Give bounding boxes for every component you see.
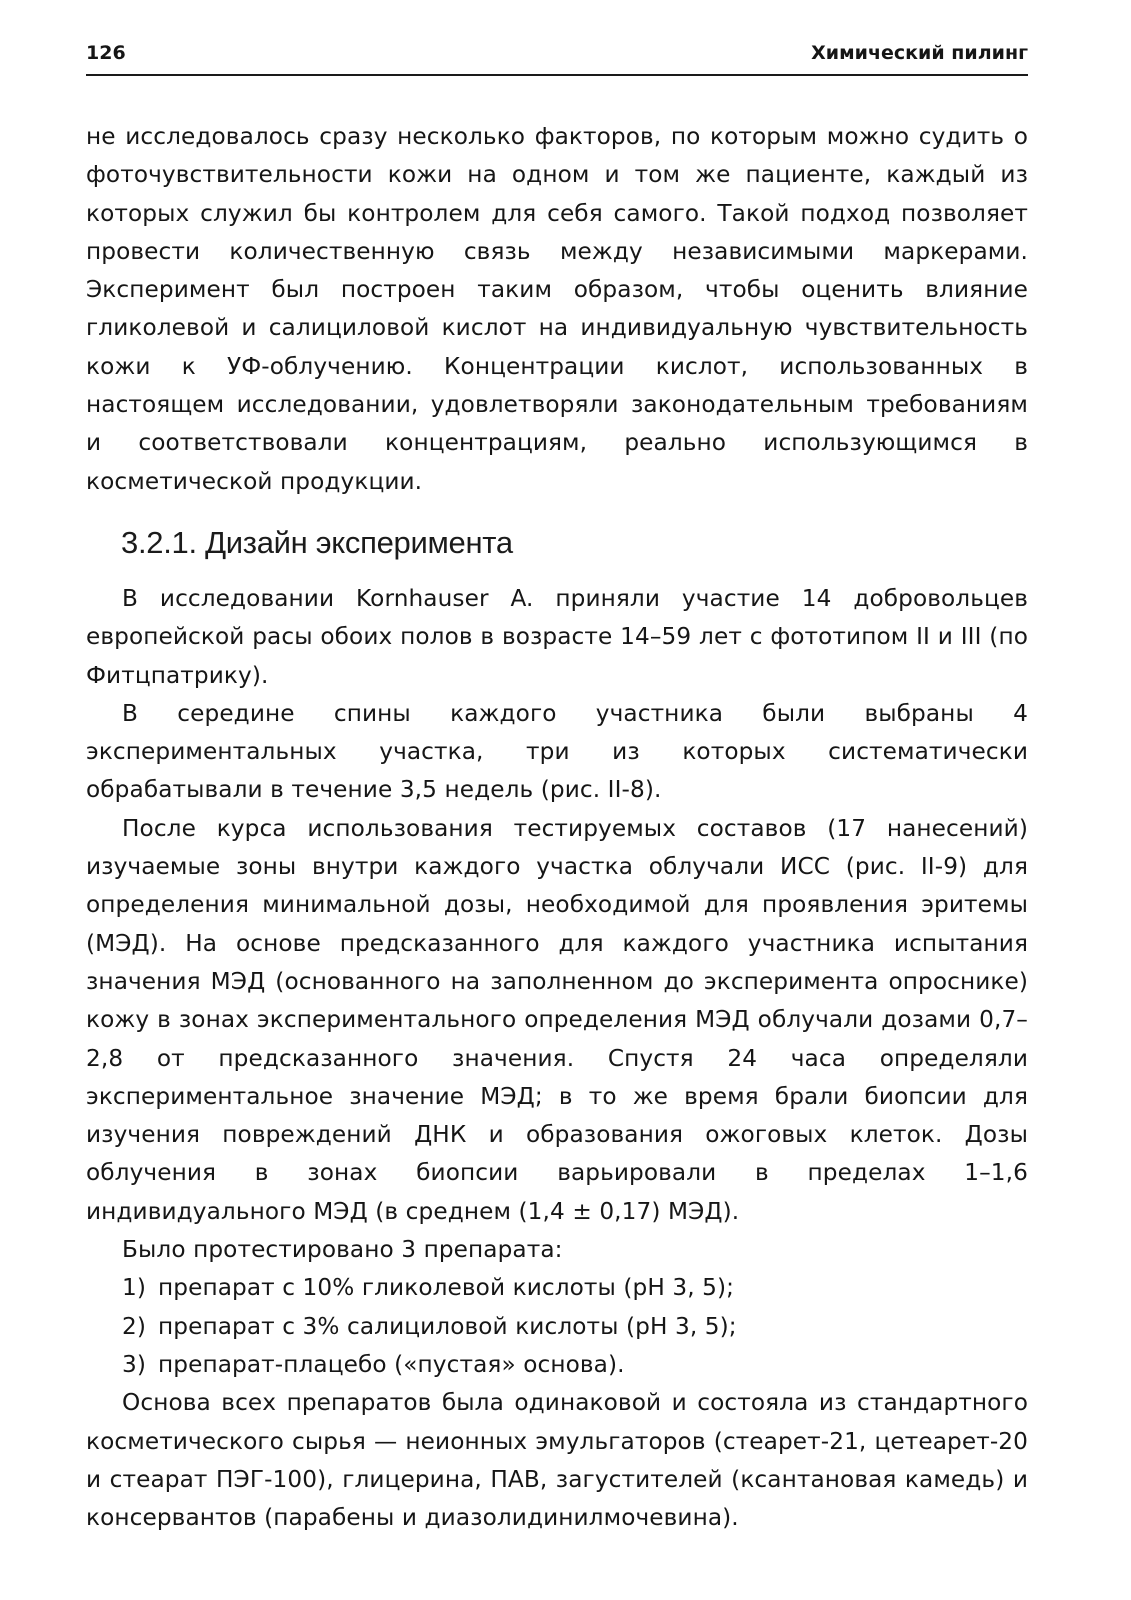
page-header [86,34,1028,76]
paragraph-preparations-intro: Было протестировано 3 препарата: [122,1236,563,1264]
paragraph-irradiation: После курса использования тестируемых составов (17 нанесений) изучаемые зоны внутри каждого участка облучали ИСС (рис. II-9) для определения минимальной дозы, необходимой для проявления эритемы (МЭД). На основе предсказанного для каждого участника испытания значения МЭД (основанного на заполненном до эксперимента опроснике) кожу в зонах экспериментального определения МЭД облучали дозами 0,7–2,8 от предсказанного значения. Спустя 24 часа определяли экспериментальное значение МЭД; в то же время брали биопсии для изучения повреждений ДНК и образования ожоговых клеток. Дозы облучения в зонах биопсии варьировали в пределах 1–1,6 индивидуального МЭД (в среднем (1,4 ± 0,17) МЭД). [86,814,1028,1225]
list-item-text: препарат-плацебо («пустая» основа). [158,1350,625,1378]
list-item-number: 3) [122,1350,146,1378]
list-item-text: препарат с 3% салициловой кислоты (pH 3, 5); [158,1312,737,1340]
page-number: 126 [86,42,126,64]
running-title: Химический пилинг [811,42,1028,64]
section-body [86,580,1028,1537]
paragraph-participants: В исследовании Kornhauser A. приняли участие 14 добровольцев европейской расы обоих полов в возрасте 14–59 лет с фототипом II и III (по Фитцпатрику). [86,585,1028,689]
intro-paragraph: не исследовалось сразу несколько факторов, по которым можно судить о фоточувствительности кожи на одном и том же пациенте, каждый из которых служил бы контролем для себя самого. Такой подход позволяет провести количественную связь между независимыми маркерами. Эксперимент был построен таким образом, чтобы оценить влияние гликолевой и салициловой кислот на индивидуальную чувствительность кожи к УФ-облучению. Концентрации кислот, использованных в настоящем исследовании, удовлетворяли законодательным требованиям и соответствовали концентрациям, реально использующимся в косметической продукции. [86,123,1028,495]
preparations-list [86,1269,1028,1384]
list-item-text: препарат с 10% гликолевой кислоты (pH 3, 5); [158,1274,735,1302]
list-item-number: 2) [122,1312,146,1340]
section-heading: 3.2.1. Дизайн эксперимента [121,525,513,560]
list-item [86,1308,1028,1346]
paragraph-base-composition: Основа всех препаратов была одинаковой и состояла из стандартного косметического сырья — неионных эмульгаторов (стеарет-21, цетеарет-20 и стеарат ПЭГ-100), глицерина, ПАВ, загустителей (ксантановая камедь) и консервантов (парабены и диазолидинилмочевина). [86,1389,1028,1532]
paragraph-test-sites: В середине спины каждого участника были выбраны 4 экспериментальных участка, три из которых систематически обрабатывали в течение 3,5 недель (рис. II-8). [86,699,1028,804]
list-item [86,1269,1028,1307]
list-item [86,1346,1028,1384]
intro-text-block [86,118,1028,501]
list-item-number: 1) [122,1274,146,1302]
